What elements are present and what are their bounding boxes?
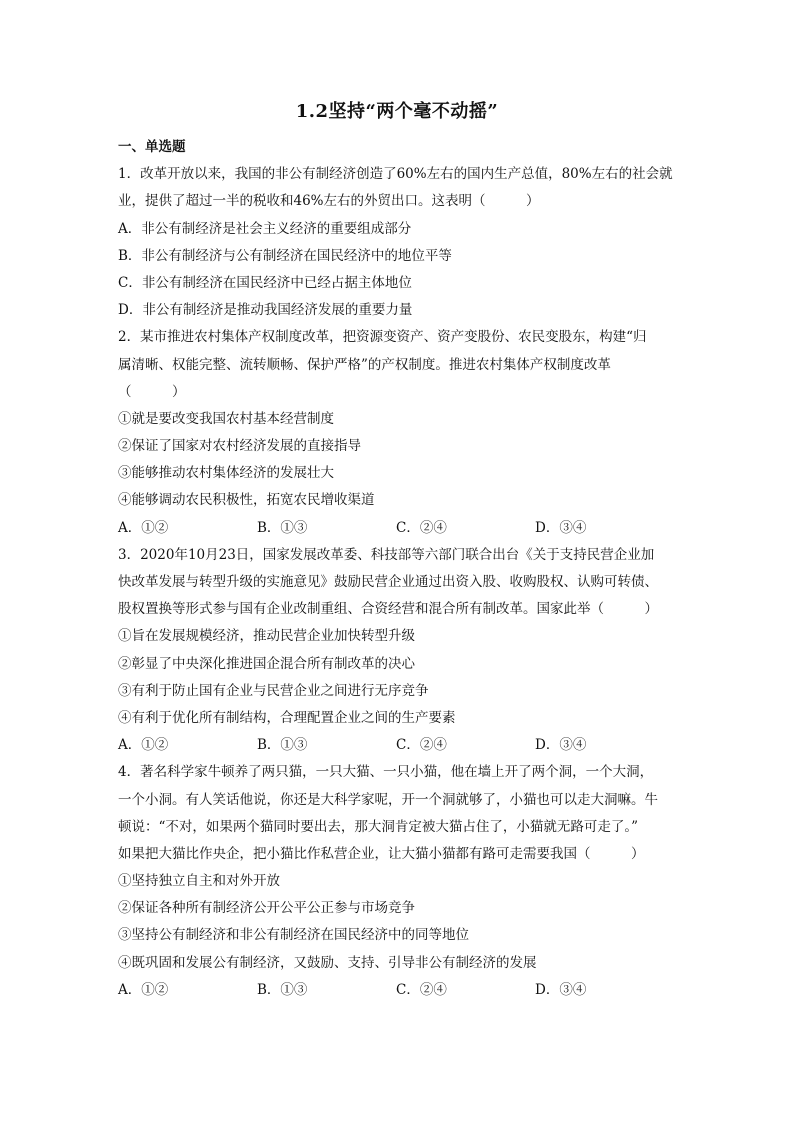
answer-options-row bbox=[118, 732, 688, 759]
statement-item: ①坚持独立自主和对外开放 bbox=[118, 873, 280, 890]
question-list bbox=[118, 134, 688, 1004]
statement-item: ②保证各种所有制经济公开公平公正参与市场竞争 bbox=[118, 900, 415, 917]
answer-choice-d: D．非公有制经济是推动我国经济发展的重要力量 bbox=[118, 302, 413, 319]
statement-item: ③有利于防止国有企业与民营企业之间进行无序竞争 bbox=[118, 682, 429, 699]
question-1 bbox=[118, 161, 688, 324]
question-stem-line: 顿说：“不对，如果两个猫同时要出去，那大洞肯定被大猫占住了，小猫就无路可走了。” bbox=[118, 818, 639, 835]
answer-option-c: C．②④ bbox=[396, 737, 447, 754]
answer-choice-c: C．非公有制经济在国民经济中已经占据主体地位 bbox=[118, 274, 412, 291]
question-stem-line: 2．某市推进农村集体产权制度改革，把资源变资产、资产变股份、农民变股东，构建“归 bbox=[118, 329, 647, 346]
answer-option-b: B．①③ bbox=[257, 737, 308, 754]
question-stem-line: （ ） bbox=[118, 383, 186, 400]
question-stem-line: 快改革发展与转型升级的实施意见》鼓励民营企业通过出资入股、收购股权、认购可转债、 bbox=[118, 574, 658, 590]
question-3 bbox=[118, 542, 688, 760]
answer-option-d: D．③④ bbox=[535, 519, 587, 536]
answer-options-row bbox=[118, 977, 688, 1004]
question-stem-line: 一个小洞。有人笑话他说，你还是大科学家呢，开一个洞就够了，小猫也可以走大洞嘛。牛 bbox=[118, 791, 658, 808]
answer-option-a: A．①② bbox=[118, 519, 169, 536]
statement-item: ①就是要改变我国农村基本经营制度 bbox=[118, 410, 334, 427]
question-stem-line: 1．改革开放以来，我国的非公有制经济创造了60%左右的国内生产总值，80%左右的社会就 bbox=[118, 166, 673, 183]
question-2 bbox=[118, 324, 688, 542]
statement-item: ④能够调动农民积极性，拓宽农民增收渠道 bbox=[118, 492, 375, 509]
answer-options-row bbox=[118, 515, 688, 542]
question-stem-line: 3．2020年10月23日，国家发展改革委、科技部等六部门联合出台《关于支持民营企业加 bbox=[118, 546, 655, 563]
answer-option-c: C．②④ bbox=[396, 981, 447, 998]
statement-item: ②保证了国家对农村经济发展的直接指导 bbox=[118, 438, 361, 455]
statement-item: ②彰显了中央深化推进国企混合所有制改革的决心 bbox=[118, 655, 415, 672]
answer-option-b: B．①③ bbox=[257, 981, 308, 998]
answer-choice-a: A．非公有制经济是社会主义经济的重要组成部分 bbox=[118, 220, 412, 237]
section-heading: 一、单选题 bbox=[118, 139, 186, 155]
statement-item: ③能够推动农村集体经济的发展壮大 bbox=[118, 465, 334, 482]
statement-item: ④有利于优化所有制结构，合理配置企业之间的生产要素 bbox=[118, 709, 456, 726]
question-stem-line: 4．著名科学家牛顿养了两只猫，一只大猫、一只小猫，他在墙上开了两个洞，一个大洞， bbox=[118, 764, 654, 781]
answer-option-d: D．③④ bbox=[535, 981, 587, 998]
question-stem-line: 业，提供了超过一半的税收和46%左右的外贸出口。这表明（ ） bbox=[118, 193, 540, 210]
answer-option-b: B．①③ bbox=[257, 519, 308, 536]
answer-option-a: A．①② bbox=[118, 981, 169, 998]
answer-option-c: C．②④ bbox=[396, 519, 447, 536]
question-stem-line: 股权置换等形式参与国有企业改制重组、合资经营和混合所有制改革。国家此举（ ） bbox=[118, 601, 658, 618]
page-title: 1.2坚持“两个毫不动摇” bbox=[295, 101, 499, 122]
question-4 bbox=[118, 759, 688, 1004]
statement-item: ④既巩固和发展公有制经济，又鼓励、支持、引导非公有制经济的发展 bbox=[118, 954, 537, 971]
statement-item: ③坚持公有制经济和非公有制经济在国民经济中的同等地位 bbox=[118, 927, 469, 944]
answer-option-d: D．③④ bbox=[535, 737, 587, 754]
statement-item: ①旨在发展规模经济，推动民营企业加快转型升级 bbox=[118, 628, 415, 645]
answer-choice-b: B．非公有制经济与公有制经济在国民经济中的地位平等 bbox=[118, 247, 452, 264]
question-stem-line: 属清晰、权能完整、流转顺畅、保护严格”的产权制度。推进农村集体产权制度改革 bbox=[118, 356, 611, 373]
question-stem-line: 如果把大猫比作央企，把小猫比作私营企业，让大猫小猫都有路可走需要我国（ ） bbox=[118, 845, 645, 862]
answer-option-a: A．①② bbox=[118, 737, 169, 754]
